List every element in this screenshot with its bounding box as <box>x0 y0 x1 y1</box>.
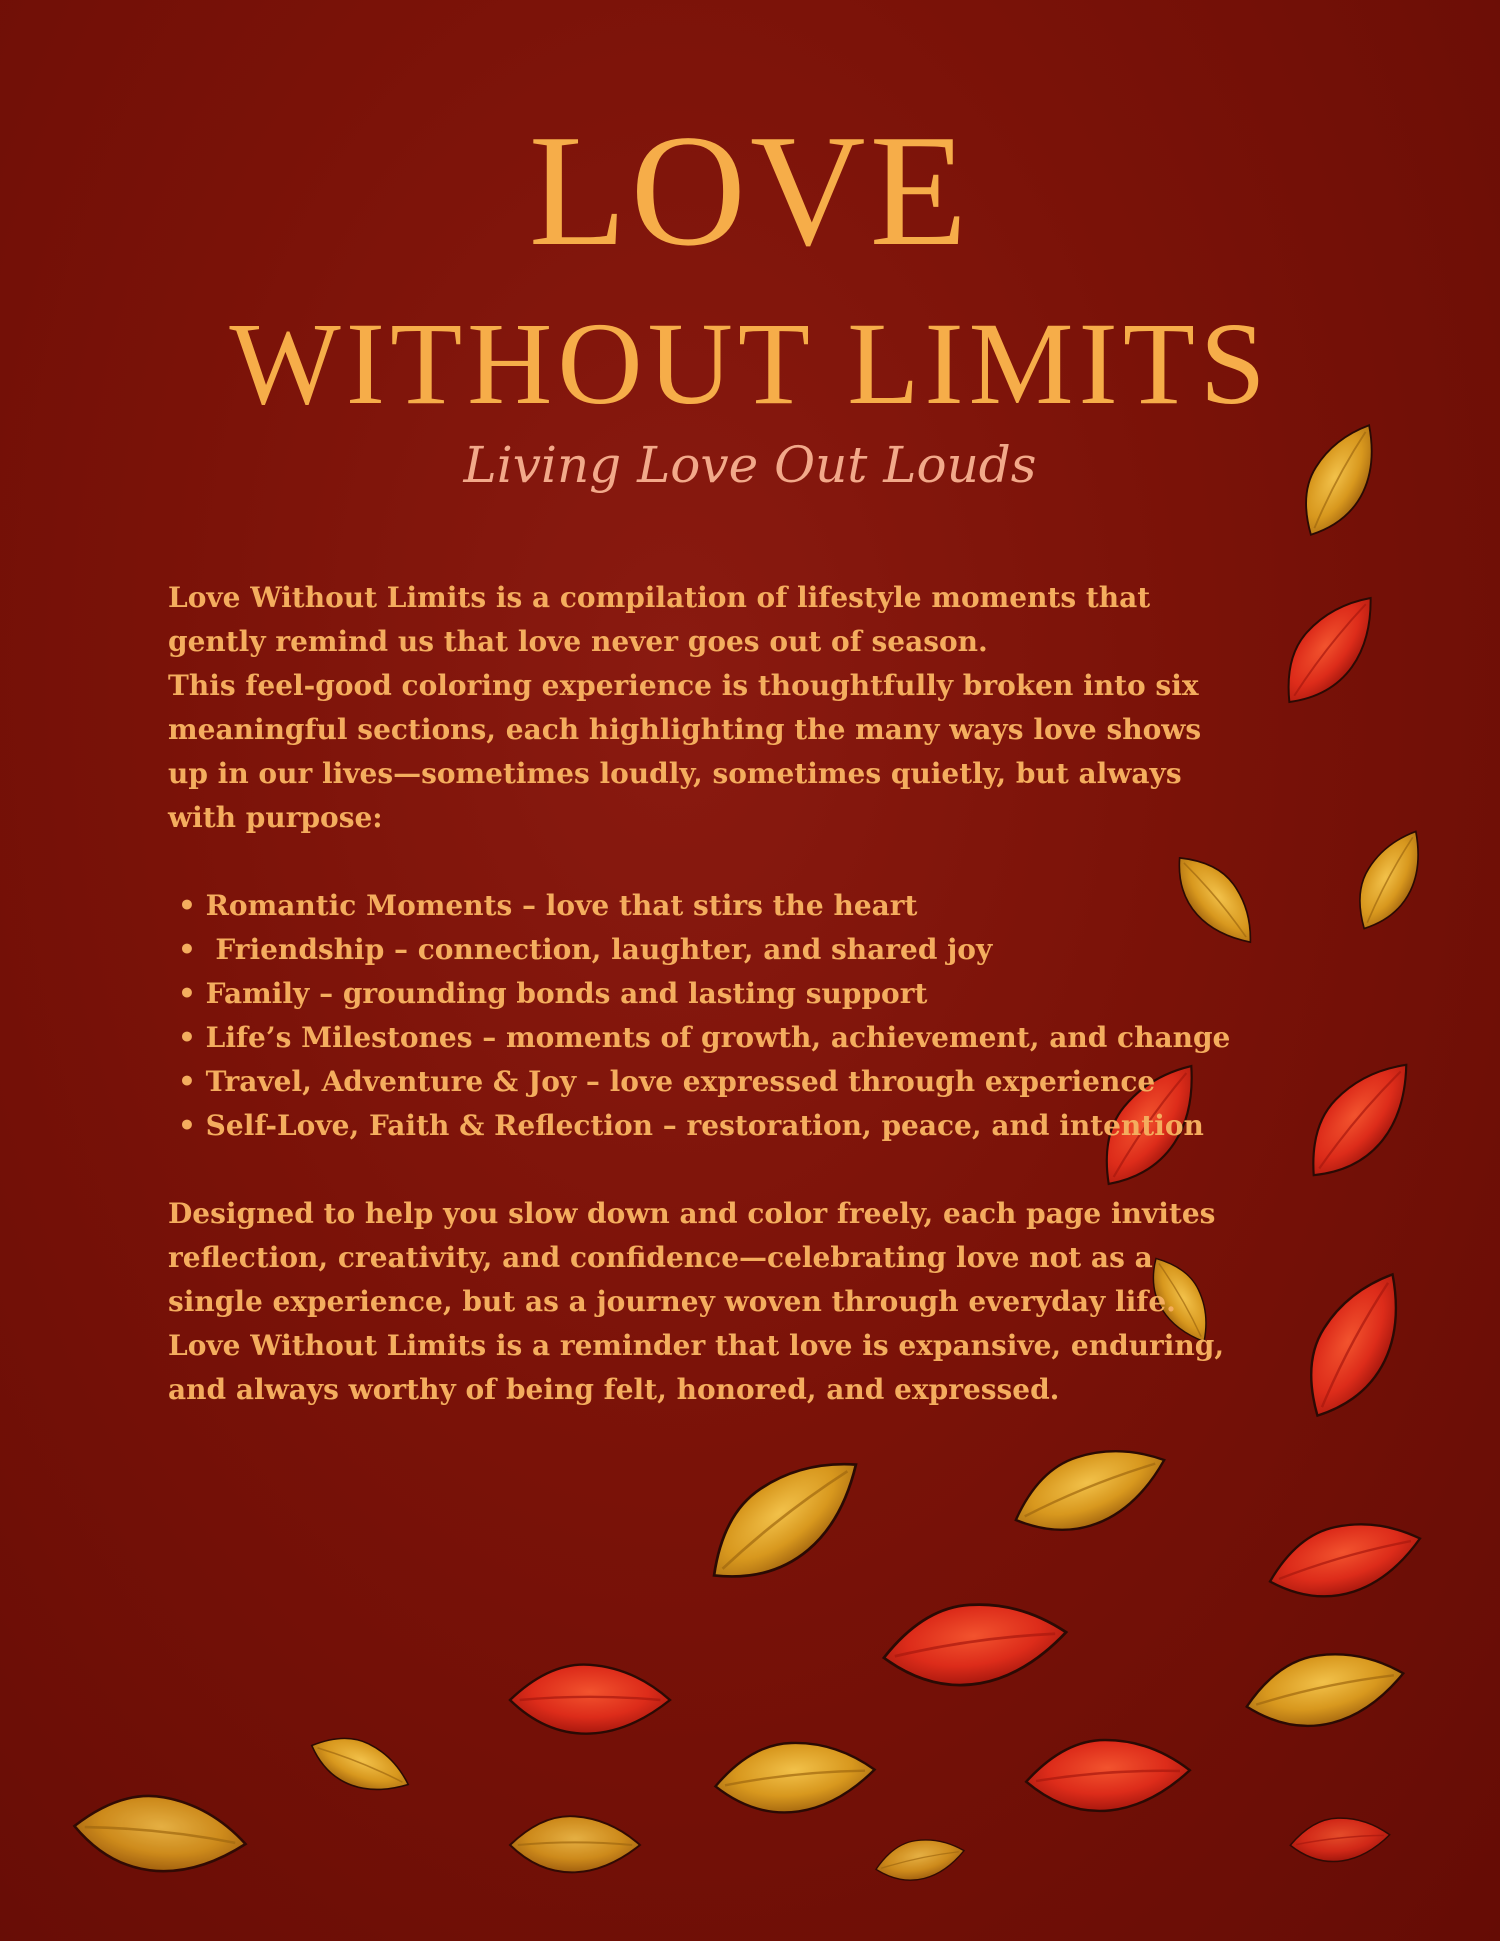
section-item-label: Friendship – connection, laughter, and shared joy <box>205 933 993 966</box>
section-item <box>178 884 1368 928</box>
red-leaf-shape <box>1288 1813 1392 1866</box>
section-item-label: Travel, Adventure & Joy – love expressed through experience <box>205 1065 1156 1098</box>
intro-line: Love Without Limits is a compilation of lifestyle moments that <box>168 581 1151 614</box>
gold-leaf-shape <box>510 1816 640 1872</box>
gold-leaf-shape <box>1239 1639 1410 1740</box>
section-item <box>178 1016 1368 1060</box>
intro-line: This feel-good coloring experience is thoughtfully broken into six <box>168 669 1199 702</box>
section-item <box>178 972 1368 1016</box>
gold-leaf-shape <box>712 1734 878 1819</box>
red-leaf-shape <box>878 1592 1071 1696</box>
gold-leaf-shape <box>690 1433 880 1605</box>
gold-leaf-shape <box>71 1788 250 1880</box>
intro-line: up in our lives—sometimes loudly, sometimes quietly, but always <box>168 757 1182 790</box>
section-item-label: Romantic Moments – love that stirs the heart <box>205 889 918 922</box>
red-leaf-shape <box>1260 1505 1429 1613</box>
intro-paragraph <box>168 576 1368 840</box>
gold-leaf-shape <box>304 1724 417 1805</box>
section-item <box>178 1060 1368 1104</box>
section-item-label: Family – grounding bonds and lasting support <box>205 977 928 1010</box>
section-item-label: Life’s Milestones – moments of growth, achievement, and change <box>205 1021 1231 1054</box>
closing-line: and always worthy of being felt, honored, and expressed. <box>168 1373 1060 1406</box>
section-item <box>178 1104 1368 1148</box>
red-leaf-shape <box>510 1665 670 1734</box>
closing-line: single experience, but as a journey woven through everyday life. <box>168 1285 1176 1318</box>
subtitle: Living Love Out Louds <box>463 436 1037 494</box>
closing-line: Designed to help you slow down and color freely, each page invites <box>168 1197 1216 1230</box>
closing-line: reflection, creativity, and confidence—celebrating love not as a <box>168 1241 1153 1274</box>
section-item-label: Self-Love, Faith & Reflection – restoration, peace, and intention <box>205 1109 1204 1142</box>
closing-line: Love Without Limits is a reminder that love is expansive, enduring, <box>168 1329 1225 1362</box>
title-love: LOVE <box>528 101 972 279</box>
gold-leaf-shape <box>872 1831 968 1888</box>
section-item <box>178 928 1368 972</box>
gold-leaf-shape <box>1003 1427 1177 1551</box>
red-leaf-shape <box>1024 1734 1193 1816</box>
intro-line: meaningful sections, each highlighting the many ways love shows <box>168 713 1202 746</box>
sections-list <box>178 884 1368 1148</box>
intro-line: with purpose: <box>168 801 383 834</box>
intro-line: gently remind us that love never goes out of season. <box>168 625 988 658</box>
description-body <box>168 576 1368 1412</box>
title-without-limits: WITHOUT LIMITS <box>229 298 1271 429</box>
closing-paragraph <box>168 1192 1368 1412</box>
